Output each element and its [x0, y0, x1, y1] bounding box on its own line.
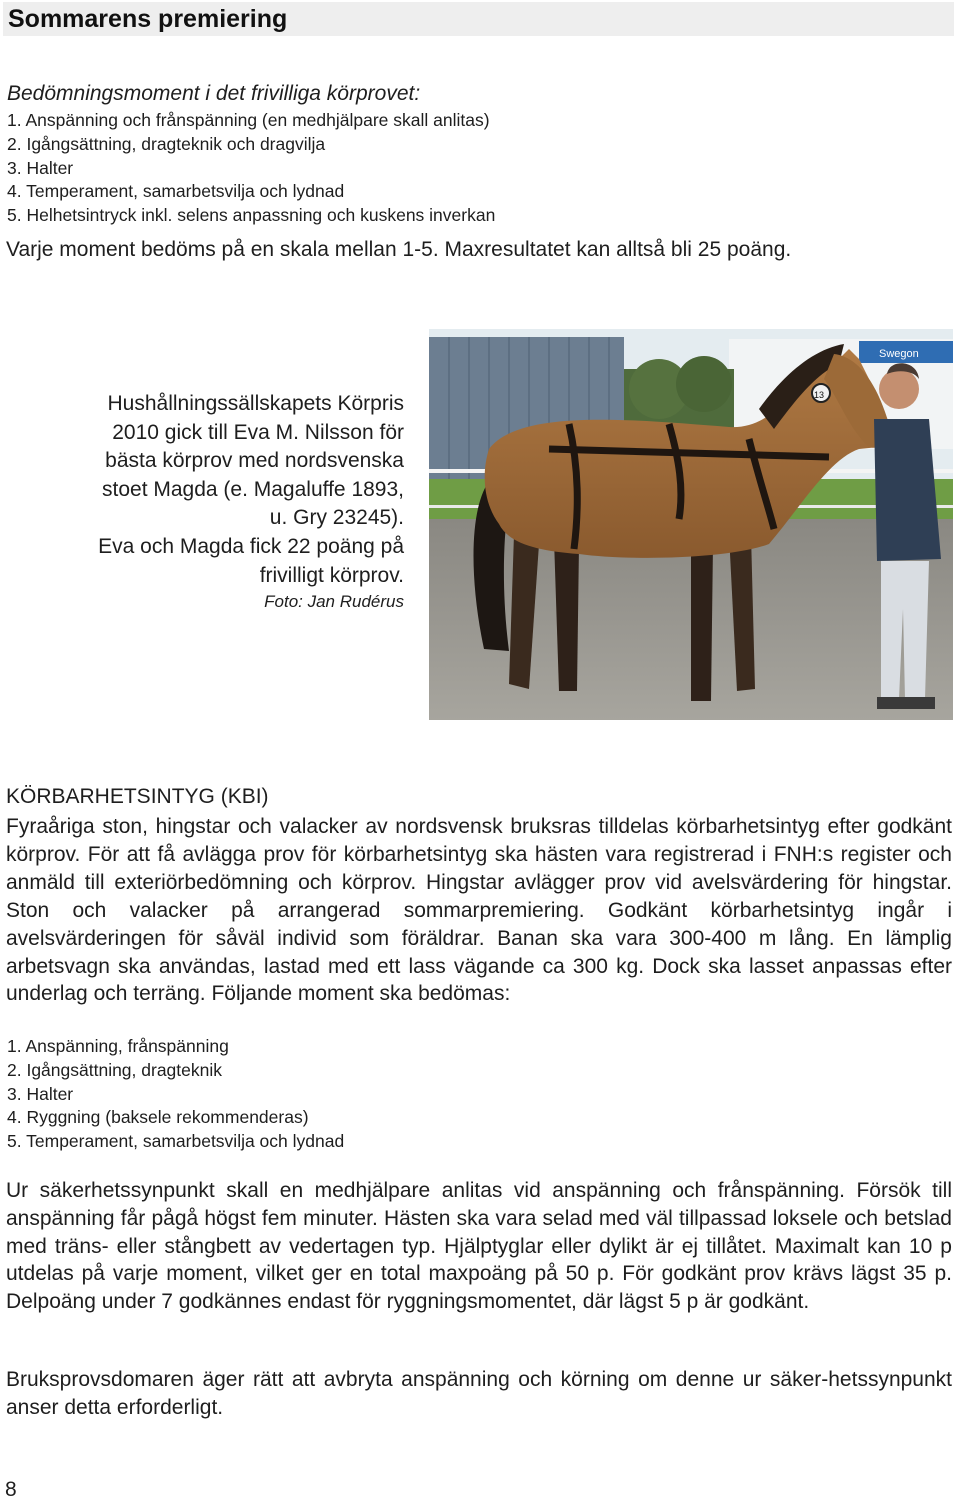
photo-credit: Foto: Jan Rudérus	[264, 592, 404, 612]
bridle-tag: 13	[814, 390, 825, 400]
sign-text: Swegon	[879, 348, 919, 360]
caption-line: u. Gry 23245).	[269, 506, 404, 530]
caption-line: Hushållningssällskapets Körpris	[107, 392, 404, 415]
list-item: 2. Igångsättning, dragteknik och dragvilja	[7, 133, 326, 154]
kbi-intro: Fyraåriga ston, hingstar och valacker av nordsvensk bruksras tilldelas körbarhetsintyg efter godkänt körprov. För att få avlägga prov för körbarhetsintyg ska hästen vara registrerad i FNH:s register och anmäld till exteriörbedömning och körprov. Hingstar avlägger prov vid avelsvärdering för hingstar. Ston och valacker på arrangerad sommarpremiering. Godkänt körbarhetsintyg ingår i avelsvärderingen för såväl individ som föräldrar. Banan ska vara 300-400 m lång. En lämplig arbetsvagn ska användas, lastad med ett lass vägande ca 300 kg. Dock ska lasset anpassas efter underlag och terräng. Följande moment ska bedömas:	[6, 815, 952, 1006]
list-item: 4. Temperament, samarbetsvilja och lydnad	[7, 181, 345, 202]
page-title: Sommarens premiering	[8, 5, 288, 33]
closing-paragraph: Bruksprovsdomaren äger rätt att avbryta anspänning och körning om denne ur säker-hetssynpunkt anser detta erforderligt.	[6, 1368, 952, 1419]
kbi-heading: KÖRBARHETSINTYG (KBI)	[6, 785, 269, 808]
caption-line: frivilligt körprov.	[259, 563, 404, 587]
safety-paragraph: Ur säkerhetssynpunkt skall en medhjälpare anlitas vid anspänning och frånspänning. Försök till anspänning får pågå högst fem minuter. Hästen ska vara selad med väl tillpassad loksele och betslad med träns- eller stångbett av vedertagen typ. Hjälptyglar eller dylikt är ej tillåtet. Maximalt kan 10 p utdelas på varje moment, vilket ger en total maxpoäng på 50 p. För godkänt prov krävs lägst 35 p. Delpoäng under 7 godkännes endast för ryggningsmomentet, där lägst 5 p är godkänt.	[6, 1179, 952, 1314]
list-item: 3. Halter	[7, 157, 74, 178]
kbi-list	[7, 1035, 344, 1154]
list-item: 5. Helhetsintryck inkl. selens anpassning och kuskens inverkan	[7, 205, 496, 226]
photo-caption	[40, 390, 404, 614]
list-item: 1. Anspänning, frånspänning	[7, 1036, 229, 1056]
list-item: 2. Igångsättning, dragteknik	[7, 1059, 223, 1080]
list-item: 5. Temperament, samarbetsvilja och lydnad	[7, 1131, 345, 1152]
page-number: 8	[5, 1478, 17, 1501]
caption-line: stoet Magda (e. Magaluffe 1893,	[102, 477, 404, 501]
caption-line: Eva och Magda fick 22 poäng på	[98, 534, 404, 558]
horse-photo	[429, 329, 953, 720]
caption-line: 2010 gick till Eva M. Nilsson för	[112, 420, 404, 444]
caption-line: bästa körprov med nordsvenska	[105, 449, 404, 473]
list-item: 4. Ryggning (baksele rekommenderas)	[7, 1107, 309, 1128]
criteria-heading: Bedömningsmoment i det frivilliga körprovet:	[7, 82, 421, 105]
scale-note: Varje moment bedöms på en skala mellan 1-5. Maxresultatet kan alltså bli 25 poäng.	[6, 238, 792, 261]
list-item: 3. Halter	[7, 1083, 74, 1104]
criteria-list	[7, 109, 495, 228]
list-item: 1. Anspänning och frånspänning (en medhjälpare skall anlitas)	[7, 110, 490, 130]
header-bar	[3, 2, 954, 36]
